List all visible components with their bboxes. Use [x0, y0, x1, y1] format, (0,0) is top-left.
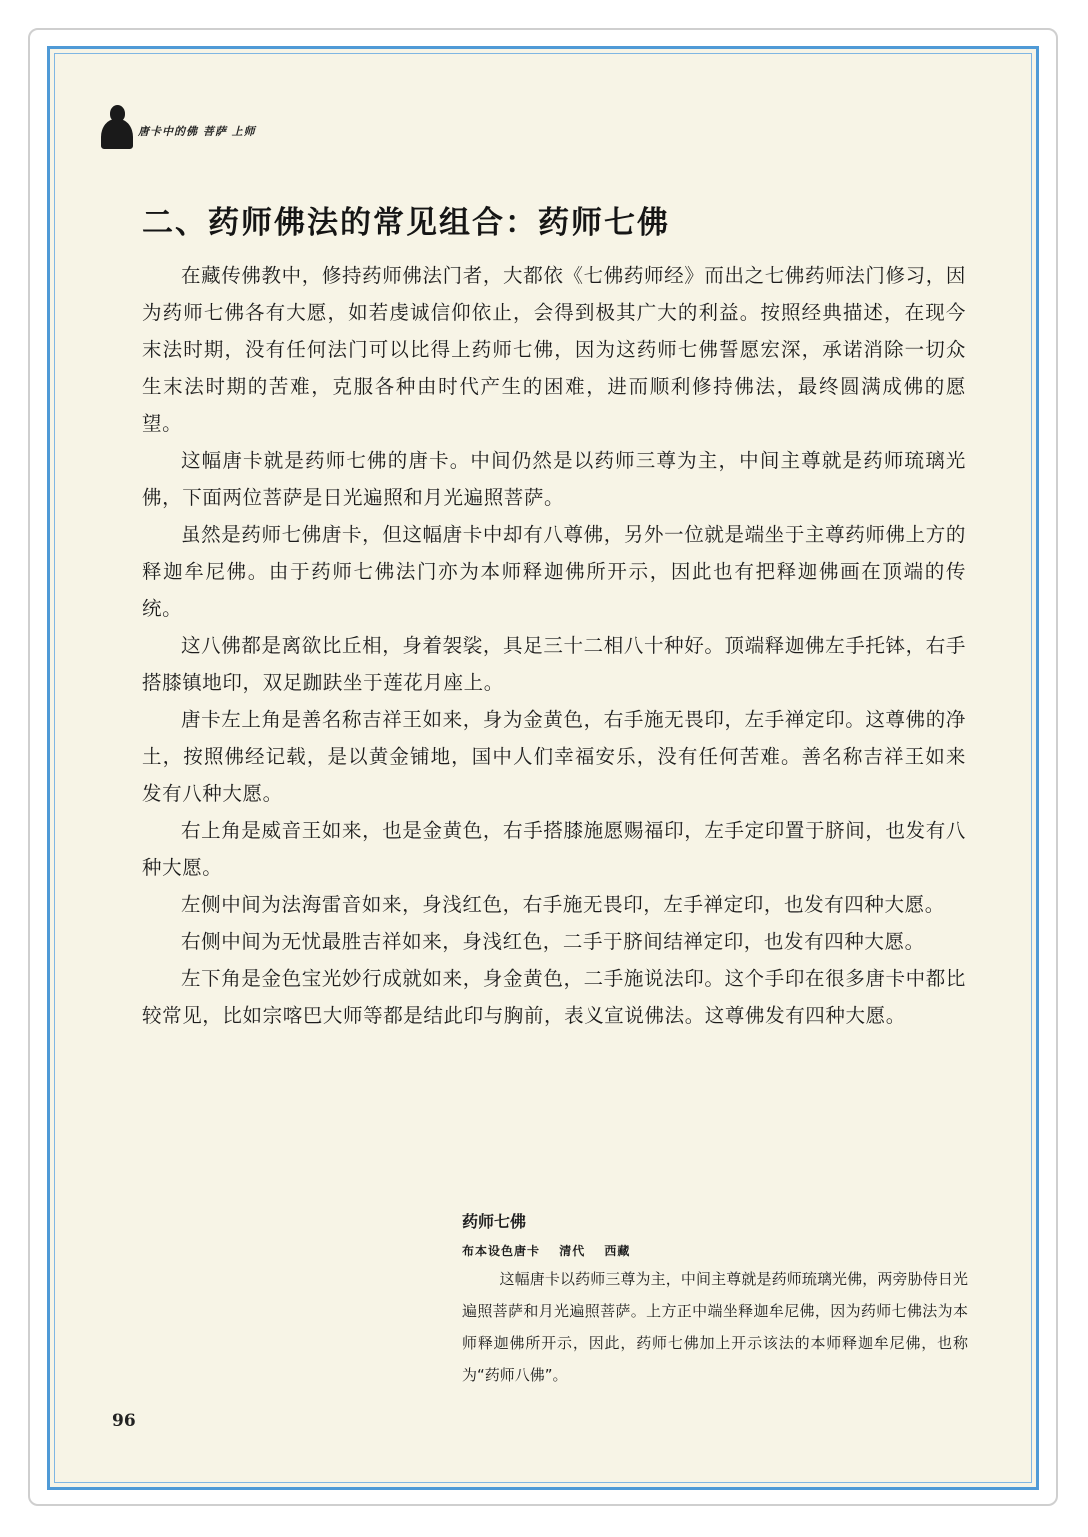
caption-region: 西藏	[604, 1244, 631, 1258]
caption-title: 药师七佛	[462, 1212, 527, 1231]
caption-meta	[462, 1242, 968, 1259]
caption-text: 这幅唐卡以药师三尊为主，中间主尊就是药师琉璃光佛，两旁胁侍日光遍照菩萨和月光遍照菩萨。上方正中端坐释迦牟尼佛，因为药师七佛法为本师释迦佛所开示，因此，药师七佛加上开示该法的本师释迦牟尼佛，也称为“药师八佛”。	[462, 1270, 968, 1384]
buddha-silhouette-icon	[100, 105, 134, 149]
caption-period: 清代	[559, 1244, 586, 1258]
caption-medium: 布本设色唐卡	[462, 1244, 541, 1258]
paragraph: 虽然是药师七佛唐卡，但这幅唐卡中却有八尊佛，另外一位就是端坐于主尊药师佛上方的释迦牟尼佛。由于药师七佛法门亦为本师释迦佛所开示，因此也有把释迦佛画在顶端的传统。	[142, 523, 966, 620]
paragraph: 在藏传佛教中，修持药师佛法门者，大都依《七佛药师经》而出之七佛药师法门修习，因为药师七佛各有大愿，如若虔诚信仰依止，会得到极其广大的利益。按照经典描述，在现今末法时期，没有任何法门可以比得上药师七佛，因为这药师七佛誓愿宏深，承诺消除一切众生末法时期的苦难，克服各种由时代产生的困难，进而顺利修持佛法，最终圆满成佛的愿望。	[142, 264, 966, 435]
running-header	[100, 105, 256, 149]
body-text	[142, 257, 966, 1034]
paragraph: 左侧中间为法海雷音如来，身浅红色，右手施无畏印，左手禅定印，也发有四种大愿。	[181, 893, 945, 916]
paragraph: 这八佛都是离欲比丘相，身着袈裟，具足三十二相八十种好。顶端释迦佛左手托钵，右手搭膝镇地印，双足跏趺坐于莲花月座上。	[142, 634, 966, 694]
paragraph: 左下角是金色宝光妙行成就如来，身金黄色，二手施说法印。这个手印在很多唐卡中都比较常见，比如宗喀巴大师等都是结此印与胸前，表义宣说佛法。这尊佛发有四种大愿。	[142, 967, 966, 1027]
paragraph: 右侧中间为无忧最胜吉祥如来，身浅红色，二手于脐间结禅定印，也发有四种大愿。	[181, 930, 925, 953]
book-page	[47, 46, 1039, 1490]
running-head-text: 唐卡中的佛 菩萨 上师	[138, 125, 256, 138]
figure-caption	[462, 1209, 968, 1391]
paragraph: 这幅唐卡就是药师七佛的唐卡。中间仍然是以药师三尊为主，中间主尊就是药师琉璃光佛，下面两位菩萨是日光遍照和月光遍照菩萨。	[142, 449, 966, 509]
paragraph: 唐卡左上角是善名称吉祥王如来，身为金黄色，右手施无畏印，左手禅定印。这尊佛的净土，按照佛经记载，是以黄金铺地，国中人们幸福安乐，没有任何苦难。善名称吉祥王如来发有八种大愿。	[142, 708, 966, 805]
paragraph: 右上角是威音王如来，也是金黄色，右手搭膝施愿赐福印，左手定印置于脐间，也发有八种大愿。	[142, 819, 966, 879]
section-title: 二、药师佛法的常见组合：药师七佛	[142, 205, 670, 241]
page-number: 96	[112, 1411, 136, 1431]
